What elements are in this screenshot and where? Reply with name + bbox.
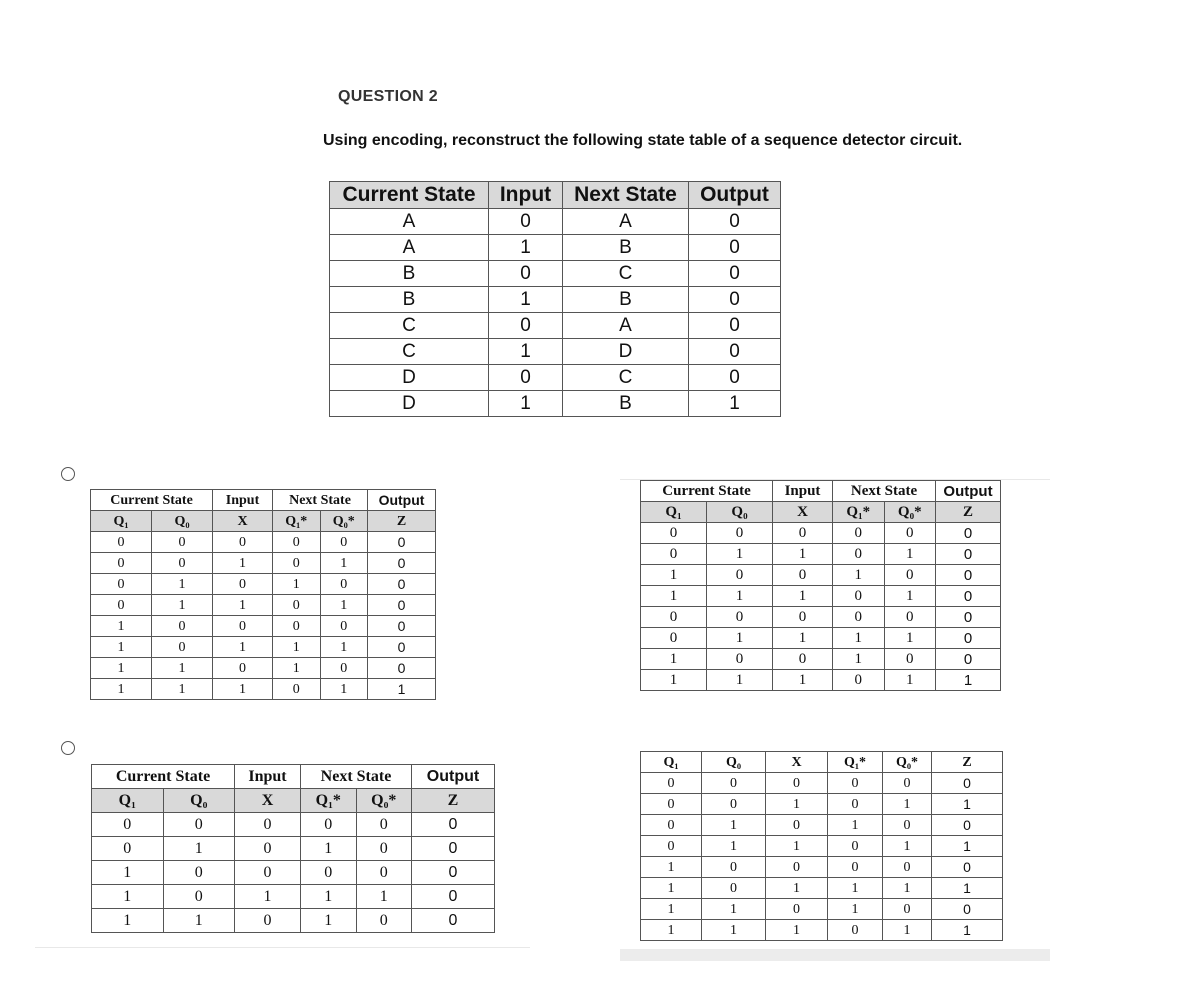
col-z: Z: [412, 789, 495, 813]
option-table-cell: 0: [213, 574, 273, 595]
header-next-state: Next State: [563, 182, 689, 209]
option-table-cell: 0: [884, 523, 936, 544]
option-c-divider: [35, 947, 530, 948]
group-next-state: Next State: [301, 765, 412, 789]
option-table-cell: 0: [368, 658, 436, 679]
option-table-cell: 1: [884, 670, 936, 691]
option-table-cell: 0: [152, 532, 213, 553]
option-table-cell: 1: [356, 885, 412, 909]
option-table-cell: 1: [273, 658, 321, 679]
option-table-row: [641, 565, 1001, 586]
option-table-cell: 1: [883, 794, 932, 815]
state-table-cell: A: [330, 209, 489, 235]
state-table-cell: D: [330, 365, 489, 391]
option-table-cell: 0: [356, 909, 412, 933]
option-table-cell: 1: [707, 586, 773, 607]
col-q1: Q₁: [91, 511, 152, 532]
option-table-cell: 0: [883, 815, 932, 836]
col-q0: Q₀: [152, 511, 213, 532]
option-table-cell: 0: [273, 553, 321, 574]
option-table-cell: 0: [833, 523, 885, 544]
option-table-cell: 0: [702, 878, 766, 899]
option-table-cell: 1: [301, 909, 357, 933]
col-x: X: [773, 502, 833, 523]
option-table-row: [92, 837, 495, 861]
state-table-cell: 0: [489, 209, 563, 235]
option-table-cell: 1: [936, 670, 1001, 691]
option-table-cell: 1: [163, 837, 235, 861]
option-table-cell: 1: [828, 815, 883, 836]
option-table-cell: 0: [828, 857, 883, 878]
option-table-cell: 0: [301, 861, 357, 885]
option-table-cell: 1: [273, 637, 321, 658]
option-table-cell: 0: [936, 523, 1001, 544]
option-table-cell: 0: [641, 794, 702, 815]
group-current-state: Current State: [92, 765, 235, 789]
option-table-row: [91, 679, 436, 700]
option-table-cell: 0: [152, 637, 213, 658]
option-table-cell: 1: [884, 544, 936, 565]
option-table-cell: 1: [641, 565, 707, 586]
option-table-cell: 0: [707, 523, 773, 544]
option-table-row: [91, 553, 436, 574]
option-table-cell: 0: [833, 586, 885, 607]
option-table-cell: 0: [301, 813, 357, 837]
option-table-cell: 1: [152, 679, 213, 700]
col-q1-next: Q₁*: [273, 511, 321, 532]
option-table-cell: 0: [412, 861, 495, 885]
state-table-cell: C: [330, 313, 489, 339]
option-table-cell: 1: [883, 920, 932, 941]
state-table-row: [330, 391, 781, 417]
option-table-cell: 1: [641, 670, 707, 691]
option-b-table: [640, 480, 1001, 691]
option-table-cell: 0: [273, 595, 321, 616]
col-q1-next: Q₁*: [833, 502, 885, 523]
option-table-cell: 0: [773, 565, 833, 586]
option-table-cell: 1: [152, 595, 213, 616]
option-table-cell: 0: [707, 565, 773, 586]
group-next-state: Next State: [273, 490, 368, 511]
option-table-cell: 0: [932, 857, 1003, 878]
option-table-cell: 1: [91, 616, 152, 637]
state-table-cell: D: [330, 391, 489, 417]
state-table-cell: A: [330, 235, 489, 261]
group-input: Input: [773, 481, 833, 502]
col-z: Z: [932, 752, 1003, 773]
option-table-row: [92, 861, 495, 885]
option-table-cell: 0: [356, 861, 412, 885]
col-q0-next: Q₀*: [884, 502, 936, 523]
header-input: Input: [489, 182, 563, 209]
state-table-cell: 1: [689, 391, 781, 417]
option-table-cell: 0: [884, 565, 936, 586]
header-output: Output: [689, 182, 781, 209]
option-table-cell: 1: [932, 794, 1003, 815]
state-table-cell: 0: [689, 339, 781, 365]
option-table-cell: 1: [91, 637, 152, 658]
state-table-row: [330, 339, 781, 365]
group-current-state: Current State: [91, 490, 213, 511]
option-d-scrollbar[interactable]: [620, 949, 1050, 961]
option-table-cell: 0: [883, 899, 932, 920]
col-q0: Q₀: [163, 789, 235, 813]
option-table-cell: 0: [932, 773, 1003, 794]
option-table-cell: 1: [368, 679, 436, 700]
option-table-row: [92, 885, 495, 909]
option-table-cell: 0: [936, 565, 1001, 586]
state-table-cell: B: [330, 287, 489, 313]
option-table-cell: 0: [883, 857, 932, 878]
option-table-cell: 1: [766, 794, 828, 815]
state-table-cell: 0: [689, 365, 781, 391]
option-table-cell: 0: [412, 837, 495, 861]
state-table-cell: 0: [689, 261, 781, 287]
option-table-row: [91, 532, 436, 553]
state-table-cell: C: [330, 339, 489, 365]
state-table-row: [330, 365, 781, 391]
option-table-cell: 0: [412, 909, 495, 933]
option-table-cell: 0: [932, 899, 1003, 920]
option-table-cell: 1: [301, 837, 357, 861]
state-table-cell: D: [563, 339, 689, 365]
state-table-cell: 1: [489, 235, 563, 261]
state-table-cell: B: [563, 391, 689, 417]
option-table-cell: 0: [152, 553, 213, 574]
state-table-cell: 1: [489, 287, 563, 313]
option-table-cell: 1: [91, 679, 152, 700]
option-table-cell: 1: [766, 836, 828, 857]
option-table-cell: 0: [213, 532, 273, 553]
option-table-cell: 0: [641, 607, 707, 628]
option-table-cell: 1: [213, 637, 273, 658]
state-table-row: [330, 261, 781, 287]
option-table-cell: 0: [235, 909, 301, 933]
option-table-cell: 0: [702, 857, 766, 878]
option-table-cell: 0: [641, 523, 707, 544]
option-table-cell: 1: [702, 899, 766, 920]
col-q0: Q₀: [707, 502, 773, 523]
option-table-cell: 0: [828, 920, 883, 941]
col-q1-next: Q₁*: [301, 789, 357, 813]
option-table-cell: 1: [641, 899, 702, 920]
option-table-cell: 1: [833, 649, 885, 670]
col-q0-next: Q₀*: [883, 752, 932, 773]
option-table-row: [641, 836, 1003, 857]
option-table-cell: 1: [641, 857, 702, 878]
option-table-cell: 0: [320, 616, 368, 637]
group-next-state: Next State: [833, 481, 936, 502]
option-table-cell: 1: [884, 586, 936, 607]
option-table-cell: 1: [320, 553, 368, 574]
option-table-cell: 0: [91, 532, 152, 553]
state-table: [329, 181, 781, 417]
option-table-row: [91, 658, 436, 679]
option-table-row: [641, 628, 1001, 649]
state-table-cell: 0: [689, 209, 781, 235]
option-d-table: [640, 751, 1003, 941]
option-table-cell: 0: [368, 574, 436, 595]
col-q0-next: Q₀*: [320, 511, 368, 532]
group-input: Input: [213, 490, 273, 511]
option-table-row: [641, 794, 1003, 815]
option-table-cell: 1: [828, 899, 883, 920]
option-table-cell: 1: [702, 815, 766, 836]
option-table-cell: 1: [641, 920, 702, 941]
state-table-cell: B: [563, 235, 689, 261]
option-table-cell: 0: [766, 857, 828, 878]
option-table-cell: 0: [641, 836, 702, 857]
option-table-cell: 0: [936, 586, 1001, 607]
option-table-cell: 0: [320, 574, 368, 595]
option-table-cell: 0: [91, 553, 152, 574]
option-table-cell: 0: [641, 628, 707, 649]
col-q1-next: Q₁*: [828, 752, 883, 773]
option-table-row: [641, 670, 1001, 691]
option-table-row: [641, 586, 1001, 607]
option-table-cell: 0: [932, 815, 1003, 836]
state-table-cell: 0: [689, 313, 781, 339]
option-a-radio[interactable]: [61, 467, 75, 481]
option-table-cell: 0: [273, 679, 321, 700]
option-table-row: [91, 637, 436, 658]
state-table-cell: 0: [489, 313, 563, 339]
option-table-cell: 0: [368, 616, 436, 637]
option-table-cell: 1: [213, 679, 273, 700]
option-table-row: [641, 899, 1003, 920]
option-table-cell: 0: [368, 553, 436, 574]
col-q0-next: Q₀*: [356, 789, 412, 813]
option-table-cell: 0: [91, 595, 152, 616]
option-table-cell: 1: [707, 544, 773, 565]
option-table-cell: 1: [320, 637, 368, 658]
option-table-cell: 0: [163, 813, 235, 837]
option-table-cell: 1: [641, 649, 707, 670]
option-table-cell: 1: [773, 586, 833, 607]
col-q0: Q₀: [702, 752, 766, 773]
option-table-cell: 1: [766, 878, 828, 899]
option-table-cell: 0: [883, 773, 932, 794]
option-table-cell: 0: [702, 794, 766, 815]
option-table-cell: 1: [884, 628, 936, 649]
question-title: QUESTION 2: [338, 88, 438, 105]
option-table-cell: 1: [273, 574, 321, 595]
option-table-cell: 0: [368, 595, 436, 616]
state-table-row: [330, 287, 781, 313]
option-table-cell: 0: [163, 861, 235, 885]
option-table-cell: 0: [702, 773, 766, 794]
option-table-cell: 1: [773, 544, 833, 565]
option-table-cell: 0: [766, 815, 828, 836]
state-table-row: [330, 235, 781, 261]
option-table-cell: 0: [884, 649, 936, 670]
option-table-cell: 0: [92, 813, 164, 837]
option-table-cell: 0: [368, 532, 436, 553]
option-table-cell: 0: [641, 815, 702, 836]
option-table-cell: 1: [92, 909, 164, 933]
option-table-cell: 1: [883, 836, 932, 857]
option-table-cell: 1: [213, 595, 273, 616]
option-table-row: [641, 920, 1003, 941]
option-table-cell: 1: [301, 885, 357, 909]
option-table-cell: 1: [932, 836, 1003, 857]
option-table-cell: 1: [707, 670, 773, 691]
state-table-cell: 0: [689, 235, 781, 261]
option-table-row: [92, 813, 495, 837]
option-table-cell: 1: [163, 909, 235, 933]
option-table-cell: 1: [932, 878, 1003, 899]
col-z: Z: [368, 511, 436, 532]
option-table-cell: 0: [273, 532, 321, 553]
col-z: Z: [936, 502, 1001, 523]
option-table-row: [641, 815, 1003, 836]
option-table-cell: 0: [273, 616, 321, 637]
option-table-cell: 0: [92, 837, 164, 861]
state-table-cell: 0: [489, 261, 563, 287]
option-table-cell: 1: [702, 836, 766, 857]
option-table-cell: 1: [235, 885, 301, 909]
state-table-cell: 1: [489, 339, 563, 365]
group-current-state: Current State: [641, 481, 773, 502]
option-table-row: [641, 878, 1003, 899]
option-table-cell: 1: [702, 920, 766, 941]
option-table-cell: 1: [773, 670, 833, 691]
option-table-cell: 1: [641, 878, 702, 899]
option-table-cell: 0: [152, 616, 213, 637]
state-table-row: [330, 313, 781, 339]
option-table-cell: 0: [828, 836, 883, 857]
option-table-cell: 0: [828, 773, 883, 794]
option-table-cell: 0: [412, 813, 495, 837]
option-table-cell: 0: [828, 794, 883, 815]
option-table-cell: 0: [773, 649, 833, 670]
state-table-cell: A: [563, 313, 689, 339]
option-table-cell: 1: [766, 920, 828, 941]
option-table-cell: 0: [936, 544, 1001, 565]
state-table-row: [330, 209, 781, 235]
state-table-cell: A: [563, 209, 689, 235]
option-table-cell: 0: [766, 899, 828, 920]
option-table-row: [641, 523, 1001, 544]
option-table-cell: 1: [152, 658, 213, 679]
option-table-cell: 1: [641, 586, 707, 607]
option-c-table: [91, 764, 495, 933]
state-table-cell: 1: [489, 391, 563, 417]
group-output: Output: [936, 481, 1001, 502]
option-table-row: [641, 773, 1003, 794]
option-table-cell: 1: [91, 658, 152, 679]
col-q1: Q₁: [92, 789, 164, 813]
option-c-radio[interactable]: [61, 741, 75, 755]
option-table-cell: 0: [163, 885, 235, 909]
state-table-cell: B: [330, 261, 489, 287]
option-table-row: [92, 909, 495, 933]
option-table-cell: 0: [356, 837, 412, 861]
option-table-cell: 1: [707, 628, 773, 649]
option-table-cell: 1: [213, 553, 273, 574]
state-table-cell: 0: [489, 365, 563, 391]
col-x: X: [235, 789, 301, 813]
option-table-cell: 0: [320, 658, 368, 679]
col-x: X: [213, 511, 273, 532]
header-current-state: Current State: [330, 182, 489, 209]
option-table-cell: 0: [641, 773, 702, 794]
option-table-cell: 0: [368, 637, 436, 658]
option-table-row: [641, 857, 1003, 878]
col-q1: Q₁: [641, 752, 702, 773]
option-table-cell: 1: [152, 574, 213, 595]
option-table-cell: 0: [213, 616, 273, 637]
option-table-row: [641, 607, 1001, 628]
option-table-cell: 1: [828, 878, 883, 899]
question-prompt: Using encoding, reconstruct the following state table of a sequence detector circuit.: [323, 132, 963, 149]
group-output: Output: [412, 765, 495, 789]
col-q1: Q₁: [641, 502, 707, 523]
option-table-cell: 1: [932, 920, 1003, 941]
option-table-cell: 0: [707, 649, 773, 670]
option-table-cell: 0: [936, 628, 1001, 649]
option-table-cell: 0: [833, 544, 885, 565]
option-table-cell: 0: [320, 532, 368, 553]
option-table-row: [91, 574, 436, 595]
option-table-row: [641, 649, 1001, 670]
option-table-cell: 1: [320, 595, 368, 616]
option-table-cell: 0: [641, 544, 707, 565]
option-table-cell: 1: [773, 628, 833, 649]
option-table-cell: 0: [773, 523, 833, 544]
option-table-cell: 0: [235, 837, 301, 861]
option-table-cell: 0: [356, 813, 412, 837]
option-table-cell: 0: [936, 649, 1001, 670]
state-table-cell: B: [563, 287, 689, 313]
option-table-cell: 0: [833, 607, 885, 628]
option-a-table: [90, 489, 436, 700]
option-table-cell: 1: [833, 565, 885, 586]
option-table-row: [91, 616, 436, 637]
group-output: Output: [368, 490, 436, 511]
option-table-cell: 1: [833, 628, 885, 649]
option-table-cell: 0: [936, 607, 1001, 628]
state-table-cell: C: [563, 365, 689, 391]
option-table-cell: 1: [92, 885, 164, 909]
option-table-row: [641, 544, 1001, 565]
option-table-cell: 0: [235, 861, 301, 885]
option-table-cell: 0: [412, 885, 495, 909]
option-table-row: [91, 595, 436, 616]
option-table-cell: 0: [884, 607, 936, 628]
option-table-cell: 1: [92, 861, 164, 885]
option-table-cell: 0: [91, 574, 152, 595]
option-table-cell: 0: [213, 658, 273, 679]
option-table-cell: 0: [235, 813, 301, 837]
option-table-cell: 0: [766, 773, 828, 794]
state-table-cell: 0: [689, 287, 781, 313]
option-table-cell: 0: [707, 607, 773, 628]
option-table-cell: 1: [883, 878, 932, 899]
option-table-cell: 0: [773, 607, 833, 628]
option-table-cell: 1: [320, 679, 368, 700]
col-x: X: [766, 752, 828, 773]
option-table-cell: 0: [833, 670, 885, 691]
group-input: Input: [235, 765, 301, 789]
state-table-cell: C: [563, 261, 689, 287]
